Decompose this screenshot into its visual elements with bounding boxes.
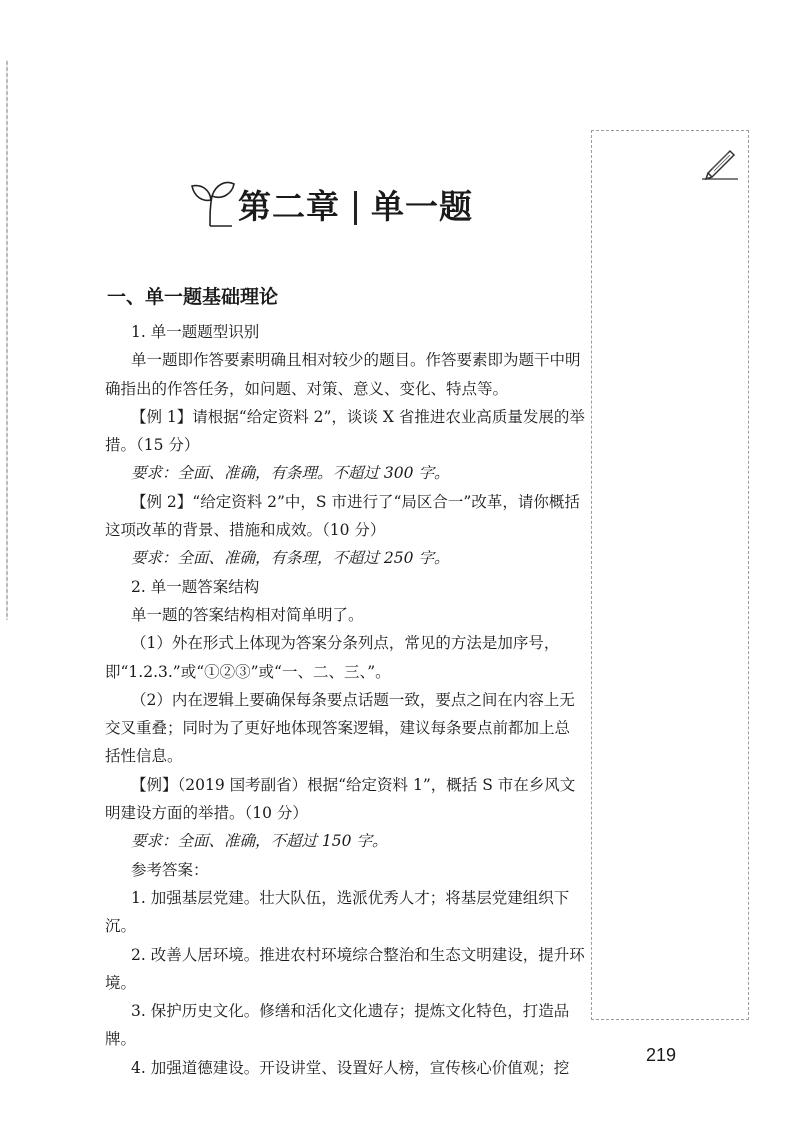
paragraph: 1. 加强基层党建。壮大队伍，选派优秀人才；将基层党建组织下沉。 — [105, 888, 570, 936]
body-text — [105, 318, 585, 1082]
paragraph: 要求：全面、准确，不超过 150 字。 — [131, 832, 388, 851]
notes-box — [591, 130, 749, 1020]
binding-dots — [6, 60, 8, 620]
paragraph: 单一题即作答要素明确且相对较少的题目。作答要素即为题干中明确指出的作答任务，如问题、对策、意义、变化、特点等。 — [105, 351, 581, 398]
chapter-heading — [188, 176, 473, 232]
paragraph: 参考答案： — [131, 860, 209, 879]
paragraph: 2. 改善人居环境。推进农村环境综合整治和生态文明建设，提升环境。 — [105, 945, 585, 992]
page-number: 219 — [646, 1045, 677, 1065]
chapter-name: 单一题 — [371, 186, 473, 226]
paragraph: 单一题的答案结构相对简单明了。 — [131, 605, 364, 624]
section-title: 一、单一题基础理论 — [107, 286, 279, 308]
pen-icon — [698, 145, 740, 181]
paragraph: 要求：全面、准确，有条理。不超过 300 字。 — [131, 464, 450, 483]
chapter-title — [238, 181, 473, 228]
paragraph: （1）外在形式上体现为答案分条列点，常见的方法是加序号，即“1.2.3.”或“①②③”或“一、二、三、”。 — [105, 634, 560, 681]
paragraph: 【例 2】“给定资料 2”中，S 市进行了“局区合一”改革，请你概括这项改革的背景、措施和成效。（10 分） — [105, 492, 580, 540]
paragraph: （2）内在逻辑上要确保每条要点话题一致，要点之间在内容上无交叉重叠；同时为了更好地体现答案逻辑，建议每条要点前都加上总括性信息。 — [105, 690, 575, 766]
sprout-icon — [188, 178, 236, 230]
paragraph: 1. 单一题题型识别 — [131, 323, 260, 341]
paragraph: 要求：全面、准确，有条理，不超过 250 字。 — [131, 549, 450, 568]
paragraph: 4. 加强道德建设。开设讲堂、设置好人榜，宣传核心价值观；挖 — [131, 1058, 570, 1077]
paragraph: 3. 保护历史文化。修缮和活化文化遗存；提炼文化特色，打造品牌。 — [105, 1002, 570, 1049]
chapter-number: 第二章 — [238, 186, 340, 226]
paragraph: 【例】（2019 国考副省）根据“给定资料 1”，概括 S 市在乡风文明建设方面的举措。（10 分） — [105, 775, 576, 823]
paragraph: 【例 1】请根据“给定资料 2”，谈谈 X 省推进农业高质量发展的举措。（15 分） — [105, 407, 585, 455]
paragraph: 2. 单一题答案结构 — [131, 577, 260, 596]
chapter-separator — [354, 191, 357, 225]
